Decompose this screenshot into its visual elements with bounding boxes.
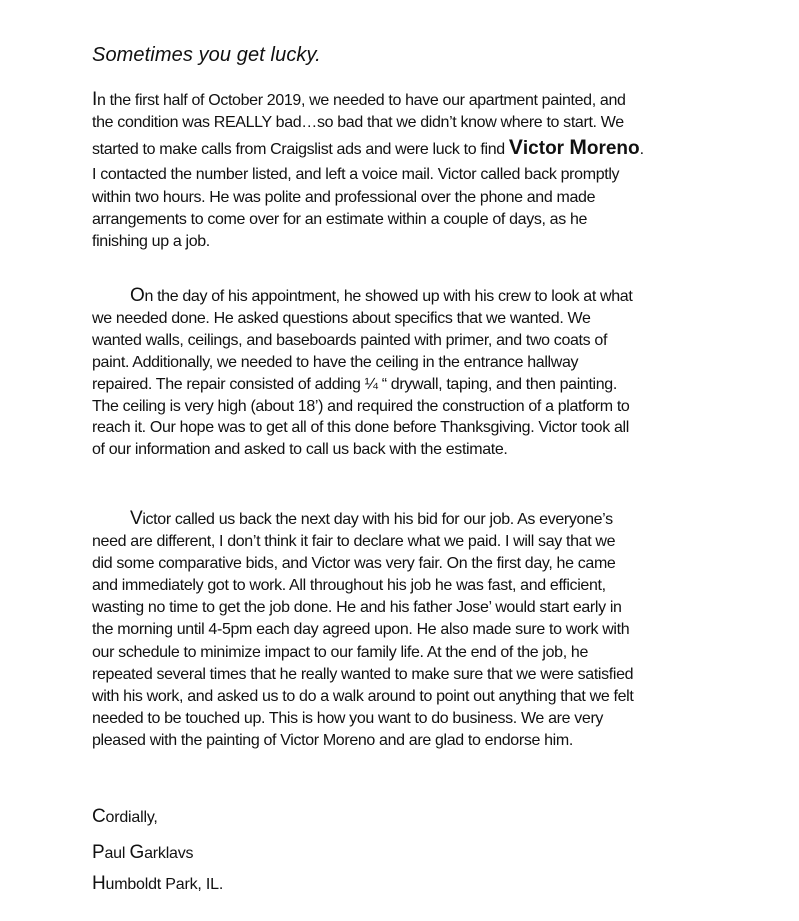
drop-cap: I	[92, 89, 97, 110]
paragraph-line: we needed done. He asked questions about specifics that we wanted. We	[92, 309, 591, 327]
drop-cap: O	[130, 285, 145, 306]
drop-cap: C	[92, 806, 106, 827]
paragraph-line	[92, 285, 760, 308]
paragraph-line: and immediately got to work. All throughout his job he was fast, and efficient,	[92, 577, 606, 595]
drop-cap: V	[130, 508, 143, 529]
name-text: oreno	[586, 138, 640, 160]
line-text: umboldt Park, IL.	[105, 876, 224, 893]
paragraph-appointment	[92, 285, 760, 461]
drop-cap: H	[92, 873, 106, 894]
paragraph-line	[92, 508, 760, 531]
paragraph-line: repaired. The repair consisted of adding ¼ “ drywall, taping, and then painting.	[92, 375, 617, 393]
paragraph-line: repeated several times that he really wanted to make sure that we were satisfied	[92, 665, 634, 683]
paragraph-line: within two hours. He was polite and professional over the phone and made	[92, 188, 596, 206]
paragraph-line: of our information and asked to call us back with the estimate.	[92, 441, 508, 459]
paragraph-work	[92, 508, 760, 752]
paragraph-line: with his work, and asked us to do a walk around to point out anything that we felt	[92, 687, 634, 705]
painter-name	[509, 138, 640, 159]
paragraph-line: arrangements to come over for an estimate within a couple of days, as he	[92, 210, 588, 228]
letter-title: Sometimes you get lucky.	[92, 44, 321, 66]
paragraph-line: the morning until 4-5pm each day agreed upon. He also made sure to work with	[92, 621, 630, 639]
line-text: n the first half of October 2019, we needed to have our apartment painted, and	[96, 92, 626, 109]
line-text: ordially,	[105, 809, 158, 826]
paragraph-line: needed to be touched up. This is how you want to do business. We are very	[92, 709, 604, 727]
name-text: ictor	[522, 138, 570, 160]
paragraph-line: did some comparative bids, and Victor was very fair. On the first day, he came	[92, 555, 616, 573]
paragraph-line	[92, 89, 760, 112]
paragraph-line: our schedule to minimize impact to our family life. At the end of the job, he	[92, 643, 588, 661]
drop-cap: P	[92, 842, 105, 863]
paragraph-line: wasting no time to get the job done. He and his father Jose’ would start early in	[92, 599, 622, 617]
paragraph-line: reach it. Our hope was to get all of this done before Thanksgiving. Victor took all	[92, 419, 629, 437]
name-cap: M	[569, 136, 587, 160]
paragraph-line: wanted walls, ceilings, and baseboards painted with primer, and two coats of	[92, 331, 608, 349]
paragraph-line: finishing up a job.	[92, 233, 210, 251]
paragraph-line: pleased with the painting of Victor Moreno and are glad to endorse him.	[92, 731, 573, 749]
author-location	[92, 873, 223, 896]
closing-salutation	[92, 806, 158, 829]
paragraph-line: the condition was REALLY bad…so bad that we didn’t know where to start. We	[92, 114, 624, 132]
line-text: started to make calls from Craigslist ads and were luck to find	[92, 141, 509, 159]
paragraph-line: need are different, I don’t think it fair to declare what we paid. I will say that we	[92, 533, 616, 551]
line-text: ictor called us back the next day with his bid for our job. As everyone’s	[142, 511, 613, 528]
line-text: .	[639, 141, 644, 159]
paragraph-line: The ceiling is very high (about 18’) and required the construction of a platform to	[92, 397, 630, 415]
paragraph-intro	[92, 89, 760, 253]
paragraph-line	[92, 134, 760, 164]
line-text: arklavs	[144, 845, 194, 862]
paragraph-line: I contacted the number listed, and left a voice mail. Victor called back promptly	[92, 166, 620, 184]
paragraph-line: paint. Additionally, we needed to have the ceiling in the entrance hallway	[92, 353, 579, 371]
name-cap: V	[508, 136, 523, 160]
line-text: n the day of his appointment, he showed up with his crew to look at what	[144, 288, 633, 305]
line-text: aul	[104, 845, 130, 862]
drop-cap: G	[129, 842, 145, 863]
author-name	[92, 842, 193, 865]
